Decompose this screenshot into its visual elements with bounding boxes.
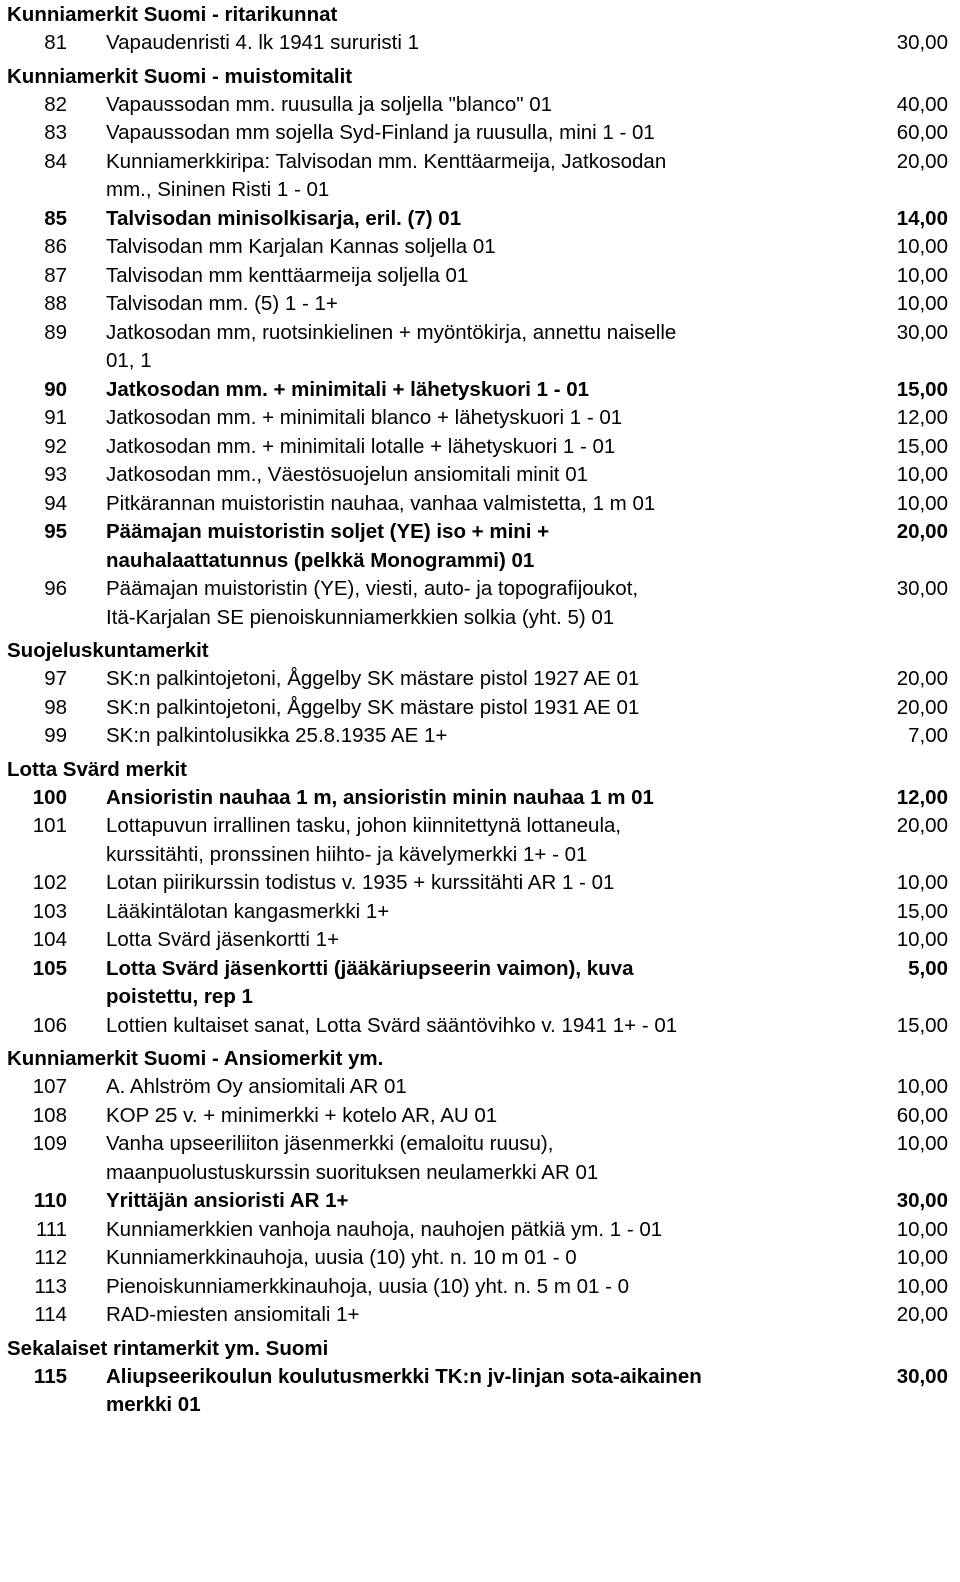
- item-number: 109: [32, 1132, 67, 1155]
- item-number: 92: [44, 434, 67, 458]
- section-title: Lotta Svärd merkit: [7, 757, 187, 781]
- item-number: 102: [32, 871, 67, 894]
- item-description: Vapaudenristi 4. lk 1941 sururisti 1: [106, 31, 419, 54]
- item-number: 84: [44, 149, 67, 173]
- section-title: Suojeluskuntamerkit: [7, 639, 209, 662]
- section-title: Kunniamerkit Suomi - muistomitalit: [7, 64, 353, 88]
- item-price: 15,00: [896, 434, 948, 458]
- item-price: 40,00: [896, 92, 948, 116]
- catalog-item: [7, 461, 948, 490]
- item-number: 88: [44, 292, 67, 315]
- catalog-item: [7, 205, 948, 234]
- item-number: 89: [44, 320, 67, 344]
- item-description: SK:n palkintojetoni, Åggelby SK mästare pistol 1927 AE 01: [106, 667, 640, 690]
- catalog-item: [7, 898, 948, 927]
- item-number: 113: [34, 1274, 67, 1298]
- item-number: 90: [44, 377, 67, 401]
- item-price: 10,00: [896, 235, 948, 258]
- section-title: Kunniamerkit Suomi - ritarikunnat: [7, 3, 338, 26]
- item-number: 97: [44, 667, 67, 690]
- catalog-section: [7, 757, 948, 1041]
- section-title: Kunniamerkit Suomi - Ansiomerkit ym.: [7, 1047, 384, 1070]
- item-description: Jatkosodan mm. + minimitali blanco + lähetyskuori 1 - 01: [106, 406, 623, 429]
- item-number: 87: [44, 263, 67, 287]
- item-price: 20,00: [896, 667, 948, 690]
- item-description: Lottapuvun irrallinen tasku, johon kiinnitettynä lottaneula, kurssitähti, pronssinen hiihto- ja kävelymerkki 1+ - 01: [106, 814, 622, 866]
- item-number: 94: [44, 491, 67, 515]
- catalog-item: [7, 665, 948, 694]
- item-description: KOP 25 v. + minimerkki + kotelo AR, AU 01: [106, 1103, 498, 1127]
- item-description: SK:n palkintolusikka 25.8.1935 AE 1+: [106, 724, 448, 747]
- item-number: 85: [44, 206, 67, 230]
- catalog-item: [7, 812, 948, 869]
- item-price: 10,00: [896, 491, 948, 515]
- catalog-section: [7, 2, 948, 58]
- item-price: 14,00: [896, 206, 948, 230]
- item-description: Vapaussodan mm. ruusulla ja soljella "blanco" 01: [106, 92, 553, 116]
- item-number: 100: [32, 785, 67, 809]
- item-price: 12,00: [896, 406, 948, 429]
- catalog-item: [7, 376, 948, 405]
- catalog-section: [7, 638, 948, 751]
- section-title: Sekalaiset rintamerkit ym. Suomi: [7, 1336, 329, 1360]
- catalog-item: [7, 1216, 948, 1245]
- item-description: Aliupseerikoulun koulutusmerkki TK:n jv-linjan sota-aikainen merkki 01: [106, 1364, 702, 1416]
- item-description: Lottien kultaiset sanat, Lotta Svärd sääntövihko v. 1941 1+ - 01: [106, 1013, 678, 1037]
- item-description: Jatkosodan mm. + minimitali lotalle + lähetyskuori 1 - 01: [106, 434, 616, 458]
- item-price: 10,00: [896, 463, 948, 486]
- item-description: Pienoiskunniamerkkinauhoja, uusia (10) yht. n. 5 m 01 - 0: [106, 1274, 630, 1298]
- item-number: 106: [32, 1013, 67, 1037]
- item-description: Lotta Svärd jäsenkortti 1+: [106, 928, 340, 951]
- item-price: 10,00: [896, 292, 948, 315]
- item-price: 10,00: [896, 263, 948, 287]
- item-description: Lotta Svärd jäsenkortti (jääkäriupseerin vaimon), kuva poistettu, rep 1: [106, 956, 634, 1008]
- item-description: Lääkintälotan kangasmerkki 1+: [106, 899, 390, 923]
- catalog-item: [7, 1273, 948, 1302]
- catalog-item: [7, 29, 948, 58]
- catalog-item: [7, 784, 948, 813]
- item-number: 99: [44, 724, 67, 747]
- catalog-section: [7, 1046, 948, 1330]
- item-description: Talvisodan mm. (5) 1 - 1+: [106, 292, 338, 315]
- item-description: Talvisodan minisolkisarja, eril. (7) 01: [106, 206, 462, 230]
- catalog-item: [7, 955, 948, 1012]
- item-number: 105: [32, 956, 67, 980]
- item-description: RAD-miesten ansiomitali 1+: [106, 1303, 360, 1326]
- item-description: Pitkärannan muistoristin nauhaa, vanhaa valmistetta, 1 m 01: [106, 491, 656, 515]
- item-description: Kunniamerkkinauhoja, uusia (10) yht. n. 10 m 01 - 0: [106, 1246, 577, 1269]
- item-number: 86: [44, 235, 67, 258]
- item-description: Jatkosodan mm. + minimitali + lähetyskuori 1 - 01: [106, 377, 590, 401]
- item-number: 91: [44, 406, 67, 429]
- item-price: 10,00: [896, 1274, 948, 1298]
- item-number: 107: [32, 1075, 67, 1098]
- item-price: 20,00: [896, 520, 948, 543]
- catalog-item: [7, 1244, 948, 1273]
- item-number: 98: [44, 695, 67, 719]
- item-number: 101: [32, 814, 67, 837]
- item-description: Talvisodan mm Karjalan Kannas soljella 01: [106, 235, 496, 258]
- item-price: 30,00: [896, 31, 948, 54]
- item-number: 82: [44, 92, 67, 116]
- item-price: 10,00: [896, 1217, 948, 1241]
- item-description: Kunniamerkkiripa: Talvisodan mm. Kenttäarmeija, Jatkosodan mm., Sininen Risti 1 - 01: [106, 149, 667, 201]
- item-number: 95: [44, 520, 67, 543]
- item-price: 20,00: [896, 814, 948, 837]
- item-price: 10,00: [896, 1075, 948, 1098]
- item-description: Lotan piirikurssin todistus v. 1935 + kurssitähti AR 1 - 01: [106, 871, 615, 894]
- item-number: 108: [32, 1103, 67, 1127]
- item-number: 112: [34, 1246, 67, 1269]
- catalog-item: [7, 1012, 948, 1041]
- item-number: 104: [32, 928, 67, 951]
- item-number: 114: [34, 1303, 67, 1326]
- catalog-item: [7, 433, 948, 462]
- item-description: SK:n palkintojetoni, Åggelby SK mästare pistol 1931 AE 01: [106, 695, 640, 719]
- item-description: Ansioristin nauhaa 1 m, ansioristin minin nauhaa 1 m 01: [106, 785, 654, 809]
- catalog-item: [7, 722, 948, 751]
- item-price: 12,00: [896, 785, 948, 809]
- item-description: Vanha upseeriliiton jäsenmerkki (emaloitu ruusu), maanpuolustuskurssin suorituksen neulamerkki AR 01: [106, 1132, 599, 1184]
- item-price: 30,00: [896, 577, 948, 600]
- item-price: 10,00: [896, 1132, 948, 1155]
- item-description: Yrittäjän ansioristi AR 1+: [106, 1189, 349, 1212]
- item-price: 5,00: [908, 956, 948, 980]
- catalog-item: [7, 1102, 948, 1131]
- catalog-item: [7, 490, 948, 519]
- item-number: 83: [44, 121, 67, 144]
- catalog-item: [7, 233, 948, 262]
- item-number: 115: [33, 1364, 67, 1388]
- item-price: 10,00: [896, 928, 948, 951]
- catalog-item: [7, 869, 948, 898]
- item-price: 20,00: [896, 149, 948, 173]
- item-description: Kunniamerkkien vanhoja nauhoja, nauhojen pätkiä ym. 1 - 01: [106, 1217, 663, 1241]
- item-number: 110: [33, 1189, 67, 1212]
- item-description: A. Ahlström Oy ansiomitali AR 01: [106, 1075, 407, 1098]
- item-price: 60,00: [896, 121, 948, 144]
- item-number: 111: [35, 1217, 67, 1241]
- catalog-item: [7, 319, 948, 376]
- item-price: 30,00: [896, 320, 948, 344]
- item-price: 7,00: [908, 724, 948, 747]
- item-description: Talvisodan mm kenttäarmeija soljella 01: [106, 263, 469, 287]
- catalog-section: [7, 64, 948, 633]
- item-price: 15,00: [896, 377, 948, 401]
- item-description: Jatkosodan mm., Väestösuojelun ansiomitali minit 01: [106, 463, 588, 486]
- item-number: 93: [44, 463, 67, 486]
- item-description: Päämajan muistoristin soljet (YE) iso + mini + nauhalaattatunnus (pelkkä Monogrammi) 01: [106, 520, 550, 572]
- catalog-item: [7, 148, 948, 205]
- catalog-section: [7, 1336, 948, 1420]
- item-price: 15,00: [896, 899, 948, 923]
- catalog-item: [7, 1363, 948, 1420]
- item-price: 30,00: [896, 1364, 948, 1388]
- item-description: Jatkosodan mm, ruotsinkielinen + myöntökirja, annettu naiselle 01, 1: [106, 320, 677, 372]
- item-price: 15,00: [896, 1013, 948, 1037]
- catalog-item: [7, 926, 948, 955]
- catalog-item: [7, 518, 948, 575]
- catalog-item: [7, 694, 948, 723]
- catalog-item: [7, 262, 948, 291]
- item-price: 10,00: [896, 871, 948, 894]
- catalog-item: [7, 290, 948, 319]
- item-price: 20,00: [896, 1303, 948, 1326]
- item-price: 20,00: [896, 695, 948, 719]
- catalog-item: [7, 1301, 948, 1330]
- catalog-item: [7, 575, 948, 632]
- item-price: 60,00: [896, 1103, 948, 1127]
- catalog-item: [7, 404, 948, 433]
- item-price: 30,00: [896, 1189, 948, 1212]
- catalog-list: [7, 2, 948, 1420]
- catalog-item: [7, 1187, 948, 1216]
- item-price: 10,00: [896, 1246, 948, 1269]
- item-number: 81: [44, 31, 67, 54]
- item-description: Päämajan muistoristin (YE), viesti, auto- ja topografijoukot, Itä-Karjalan SE pienoiskunniamerkkien solkia (yht. 5) 01: [106, 577, 639, 629]
- catalog-item: [7, 91, 948, 120]
- item-number: 103: [32, 899, 67, 923]
- catalog-item: [7, 119, 948, 148]
- item-number: 96: [44, 577, 67, 600]
- item-description: Vapaussodan mm sojella Syd-Finland ja ruusulla, mini 1 - 01: [106, 121, 655, 144]
- catalog-item: [7, 1073, 948, 1102]
- catalog-item: [7, 1130, 948, 1187]
